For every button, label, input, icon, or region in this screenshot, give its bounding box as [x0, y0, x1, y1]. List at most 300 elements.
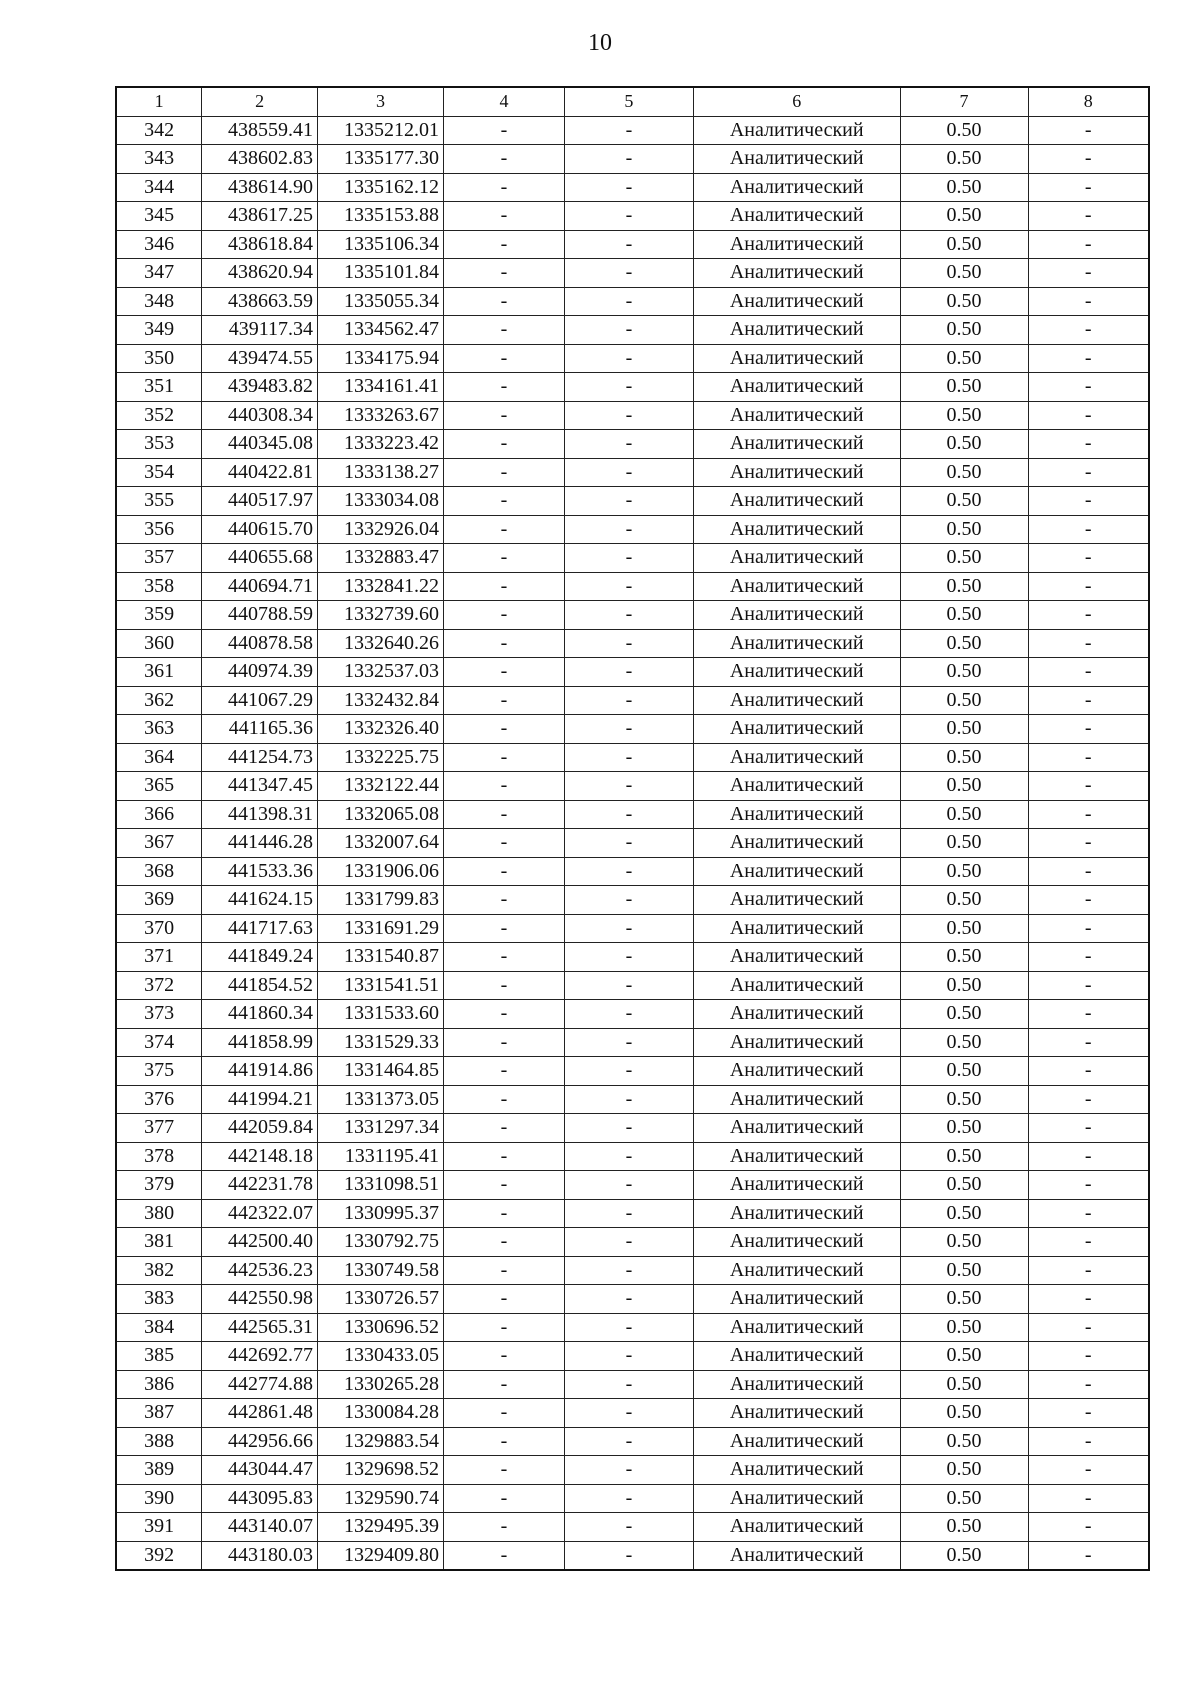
col5-cell: - [564, 173, 693, 202]
table-row [116, 1114, 1149, 1143]
col8-cell: - [1028, 230, 1149, 259]
col8-cell: - [1028, 316, 1149, 345]
x-coordinate-cell: 442565.31 [202, 1313, 318, 1342]
point-number-cell: 346 [116, 230, 202, 259]
method-cell: Аналитический [693, 971, 900, 1000]
point-number-cell: 372 [116, 971, 202, 1000]
col8-cell: - [1028, 1285, 1149, 1314]
point-number-cell: 388 [116, 1427, 202, 1456]
col5-cell: - [564, 1313, 693, 1342]
accuracy-cell: 0.50 [900, 743, 1028, 772]
col4-cell: - [444, 772, 565, 801]
x-coordinate-cell: 440694.71 [202, 572, 318, 601]
col4-cell: - [444, 515, 565, 544]
col4-cell: - [444, 1399, 565, 1428]
x-coordinate-cell: 439117.34 [202, 316, 318, 345]
point-number-cell: 368 [116, 857, 202, 886]
col4-cell: - [444, 1484, 565, 1513]
col8-cell: - [1028, 1342, 1149, 1371]
table-body [116, 116, 1149, 1570]
y-coordinate-cell: 1334562.47 [318, 316, 444, 345]
col4-cell: - [444, 1256, 565, 1285]
method-cell: Аналитический [693, 1342, 900, 1371]
x-coordinate-cell: 439474.55 [202, 344, 318, 373]
col5-cell: - [564, 1285, 693, 1314]
col8-cell: - [1028, 259, 1149, 288]
col8-cell: - [1028, 373, 1149, 402]
table-row [116, 1142, 1149, 1171]
accuracy-cell: 0.50 [900, 401, 1028, 430]
col4-cell: - [444, 1028, 565, 1057]
accuracy-cell: 0.50 [900, 1000, 1028, 1029]
col8-cell: - [1028, 743, 1149, 772]
x-coordinate-cell: 441860.34 [202, 1000, 318, 1029]
col5-cell: - [564, 202, 693, 231]
y-coordinate-cell: 1334161.41 [318, 373, 444, 402]
accuracy-cell: 0.50 [900, 145, 1028, 174]
accuracy-cell: 0.50 [900, 173, 1028, 202]
col8-cell: - [1028, 772, 1149, 801]
col8-cell: - [1028, 1399, 1149, 1428]
col4-cell: - [444, 487, 565, 516]
point-number-cell: 359 [116, 601, 202, 630]
method-cell: Аналитический [693, 1142, 900, 1171]
column-header: 2 [202, 87, 318, 116]
col4-cell: - [444, 1370, 565, 1399]
col4-cell: - [444, 1285, 565, 1314]
col5-cell: - [564, 886, 693, 915]
point-number-cell: 370 [116, 914, 202, 943]
point-number-cell: 351 [116, 373, 202, 402]
table-row [116, 1057, 1149, 1086]
col8-cell: - [1028, 1256, 1149, 1285]
col5-cell: - [564, 1484, 693, 1513]
method-cell: Аналитический [693, 601, 900, 630]
col4-cell: - [444, 401, 565, 430]
col5-cell: - [564, 601, 693, 630]
x-coordinate-cell: 440517.97 [202, 487, 318, 516]
col4-cell: - [444, 1228, 565, 1257]
y-coordinate-cell: 1335153.88 [318, 202, 444, 231]
x-coordinate-cell: 442536.23 [202, 1256, 318, 1285]
col4-cell: - [444, 943, 565, 972]
method-cell: Аналитический [693, 1171, 900, 1200]
y-coordinate-cell: 1332739.60 [318, 601, 444, 630]
y-coordinate-cell: 1332432.84 [318, 686, 444, 715]
table-row [116, 230, 1149, 259]
col4-cell: - [444, 458, 565, 487]
y-coordinate-cell: 1332640.26 [318, 629, 444, 658]
method-cell: Аналитический [693, 344, 900, 373]
y-coordinate-cell: 1331529.33 [318, 1028, 444, 1057]
col5-cell: - [564, 943, 693, 972]
method-cell: Аналитический [693, 544, 900, 573]
col5-cell: - [564, 259, 693, 288]
y-coordinate-cell: 1333223.42 [318, 430, 444, 459]
table-row [116, 715, 1149, 744]
point-number-cell: 377 [116, 1114, 202, 1143]
col4-cell: - [444, 1142, 565, 1171]
accuracy-cell: 0.50 [900, 344, 1028, 373]
col5-cell: - [564, 1171, 693, 1200]
col4-cell: - [444, 857, 565, 886]
col8-cell: - [1028, 629, 1149, 658]
col5-cell: - [564, 1028, 693, 1057]
method-cell: Аналитический [693, 316, 900, 345]
x-coordinate-cell: 441854.52 [202, 971, 318, 1000]
column-header: 6 [693, 87, 900, 116]
accuracy-cell: 0.50 [900, 373, 1028, 402]
point-number-cell: 384 [116, 1313, 202, 1342]
x-coordinate-cell: 441254.73 [202, 743, 318, 772]
x-coordinate-cell: 438618.84 [202, 230, 318, 259]
y-coordinate-cell: 1335212.01 [318, 116, 444, 145]
col5-cell: - [564, 1513, 693, 1542]
col8-cell: - [1028, 914, 1149, 943]
col8-cell: - [1028, 1427, 1149, 1456]
col4-cell: - [444, 1342, 565, 1371]
point-number-cell: 365 [116, 772, 202, 801]
accuracy-cell: 0.50 [900, 800, 1028, 829]
table-row [116, 1456, 1149, 1485]
col5-cell: - [564, 857, 693, 886]
col4-cell: - [444, 800, 565, 829]
x-coordinate-cell: 442774.88 [202, 1370, 318, 1399]
table-row [116, 1000, 1149, 1029]
x-coordinate-cell: 438620.94 [202, 259, 318, 288]
col8-cell: - [1028, 800, 1149, 829]
x-coordinate-cell: 441533.36 [202, 857, 318, 886]
table-row [116, 1370, 1149, 1399]
col4-cell: - [444, 1541, 565, 1570]
col4-cell: - [444, 572, 565, 601]
table-row [116, 173, 1149, 202]
accuracy-cell: 0.50 [900, 259, 1028, 288]
accuracy-cell: 0.50 [900, 971, 1028, 1000]
table-row [116, 601, 1149, 630]
method-cell: Аналитический [693, 1541, 900, 1570]
col5-cell: - [564, 487, 693, 516]
table-row [116, 914, 1149, 943]
col8-cell: - [1028, 857, 1149, 886]
col5-cell: - [564, 1114, 693, 1143]
col8-cell: - [1028, 1114, 1149, 1143]
point-number-cell: 361 [116, 658, 202, 687]
method-cell: Аналитический [693, 1456, 900, 1485]
y-coordinate-cell: 1333034.08 [318, 487, 444, 516]
col5-cell: - [564, 316, 693, 345]
table-row [116, 686, 1149, 715]
method-cell: Аналитический [693, 1114, 900, 1143]
col5-cell: - [564, 971, 693, 1000]
table-row [116, 658, 1149, 687]
accuracy-cell: 0.50 [900, 629, 1028, 658]
col5-cell: - [564, 658, 693, 687]
col8-cell: - [1028, 686, 1149, 715]
accuracy-cell: 0.50 [900, 1456, 1028, 1485]
table-row [116, 458, 1149, 487]
point-number-cell: 391 [116, 1513, 202, 1542]
col5-cell: - [564, 829, 693, 858]
y-coordinate-cell: 1332926.04 [318, 515, 444, 544]
y-coordinate-cell: 1332225.75 [318, 743, 444, 772]
table-row [116, 743, 1149, 772]
x-coordinate-cell: 440788.59 [202, 601, 318, 630]
method-cell: Аналитический [693, 487, 900, 516]
col5-cell: - [564, 458, 693, 487]
y-coordinate-cell: 1331540.87 [318, 943, 444, 972]
col5-cell: - [564, 572, 693, 601]
y-coordinate-cell: 1331195.41 [318, 1142, 444, 1171]
y-coordinate-cell: 1335162.12 [318, 173, 444, 202]
y-coordinate-cell: 1331691.29 [318, 914, 444, 943]
x-coordinate-cell: 438663.59 [202, 287, 318, 316]
col5-cell: - [564, 1541, 693, 1570]
col8-cell: - [1028, 1513, 1149, 1542]
x-coordinate-cell: 438602.83 [202, 145, 318, 174]
y-coordinate-cell: 1331533.60 [318, 1000, 444, 1029]
col4-cell: - [444, 601, 565, 630]
y-coordinate-cell: 1331464.85 [318, 1057, 444, 1086]
column-header: 1 [116, 87, 202, 116]
x-coordinate-cell: 443095.83 [202, 1484, 318, 1513]
table-row [116, 1085, 1149, 1114]
col5-cell: - [564, 1228, 693, 1257]
col8-cell: - [1028, 1085, 1149, 1114]
method-cell: Аналитический [693, 1085, 900, 1114]
method-cell: Аналитический [693, 629, 900, 658]
x-coordinate-cell: 441067.29 [202, 686, 318, 715]
table-row [116, 1028, 1149, 1057]
y-coordinate-cell: 1331541.51 [318, 971, 444, 1000]
col4-cell: - [444, 230, 565, 259]
x-coordinate-cell: 438559.41 [202, 116, 318, 145]
col5-cell: - [564, 515, 693, 544]
col5-cell: - [564, 743, 693, 772]
method-cell: Аналитический [693, 259, 900, 288]
col8-cell: - [1028, 601, 1149, 630]
x-coordinate-cell: 438614.90 [202, 173, 318, 202]
method-cell: Аналитический [693, 373, 900, 402]
y-coordinate-cell: 1335055.34 [318, 287, 444, 316]
accuracy-cell: 0.50 [900, 1114, 1028, 1143]
method-cell: Аналитический [693, 1427, 900, 1456]
point-number-cell: 369 [116, 886, 202, 915]
col8-cell: - [1028, 715, 1149, 744]
col4-cell: - [444, 715, 565, 744]
method-cell: Аналитический [693, 515, 900, 544]
col8-cell: - [1028, 1028, 1149, 1057]
y-coordinate-cell: 1332841.22 [318, 572, 444, 601]
col5-cell: - [564, 1000, 693, 1029]
col8-cell: - [1028, 202, 1149, 231]
method-cell: Аналитический [693, 857, 900, 886]
col4-cell: - [444, 914, 565, 943]
x-coordinate-cell: 440422.81 [202, 458, 318, 487]
y-coordinate-cell: 1333263.67 [318, 401, 444, 430]
col5-cell: - [564, 373, 693, 402]
coordinates-table [115, 86, 1150, 1571]
point-number-cell: 349 [116, 316, 202, 345]
col4-cell: - [444, 430, 565, 459]
col8-cell: - [1028, 1541, 1149, 1570]
col5-cell: - [564, 686, 693, 715]
accuracy-cell: 0.50 [900, 601, 1028, 630]
point-number-cell: 376 [116, 1085, 202, 1114]
y-coordinate-cell: 1330995.37 [318, 1199, 444, 1228]
col8-cell: - [1028, 1171, 1149, 1200]
x-coordinate-cell: 441624.15 [202, 886, 318, 915]
table-row [116, 1313, 1149, 1342]
method-cell: Аналитический [693, 116, 900, 145]
col5-cell: - [564, 914, 693, 943]
table-row [116, 1513, 1149, 1542]
y-coordinate-cell: 1330749.58 [318, 1256, 444, 1285]
col8-cell: - [1028, 401, 1149, 430]
col8-cell: - [1028, 1000, 1149, 1029]
y-coordinate-cell: 1331799.83 [318, 886, 444, 915]
col4-cell: - [444, 287, 565, 316]
table-row [116, 401, 1149, 430]
point-number-cell: 392 [116, 1541, 202, 1570]
y-coordinate-cell: 1335177.30 [318, 145, 444, 174]
point-number-cell: 374 [116, 1028, 202, 1057]
accuracy-cell: 0.50 [900, 772, 1028, 801]
table-row [116, 1228, 1149, 1257]
method-cell: Аналитический [693, 1000, 900, 1029]
col8-cell: - [1028, 1142, 1149, 1171]
col8-cell: - [1028, 1199, 1149, 1228]
point-number-cell: 344 [116, 173, 202, 202]
col5-cell: - [564, 230, 693, 259]
method-cell: Аналитический [693, 800, 900, 829]
accuracy-cell: 0.50 [900, 658, 1028, 687]
point-number-cell: 363 [116, 715, 202, 744]
point-number-cell: 380 [116, 1199, 202, 1228]
point-number-cell: 343 [116, 145, 202, 174]
accuracy-cell: 0.50 [900, 1513, 1028, 1542]
x-coordinate-cell: 440615.70 [202, 515, 318, 544]
x-coordinate-cell: 441165.36 [202, 715, 318, 744]
accuracy-cell: 0.50 [900, 1171, 1028, 1200]
point-number-cell: 342 [116, 116, 202, 145]
point-number-cell: 389 [116, 1456, 202, 1485]
col4-cell: - [444, 544, 565, 573]
table-row [116, 772, 1149, 801]
y-coordinate-cell: 1333138.27 [318, 458, 444, 487]
accuracy-cell: 0.50 [900, 1342, 1028, 1371]
col4-cell: - [444, 971, 565, 1000]
x-coordinate-cell: 442692.77 [202, 1342, 318, 1371]
accuracy-cell: 0.50 [900, 515, 1028, 544]
col4-cell: - [444, 344, 565, 373]
col8-cell: - [1028, 572, 1149, 601]
table-row [116, 572, 1149, 601]
x-coordinate-cell: 442059.84 [202, 1114, 318, 1143]
col4-cell: - [444, 202, 565, 231]
accuracy-cell: 0.50 [900, 943, 1028, 972]
y-coordinate-cell: 1330084.28 [318, 1399, 444, 1428]
col4-cell: - [444, 743, 565, 772]
col8-cell: - [1028, 458, 1149, 487]
y-coordinate-cell: 1332007.64 [318, 829, 444, 858]
table-row [116, 287, 1149, 316]
method-cell: Аналитический [693, 1513, 900, 1542]
y-coordinate-cell: 1330792.75 [318, 1228, 444, 1257]
method-cell: Аналитический [693, 173, 900, 202]
method-cell: Аналитический [693, 658, 900, 687]
col8-cell: - [1028, 287, 1149, 316]
method-cell: Аналитический [693, 743, 900, 772]
y-coordinate-cell: 1331098.51 [318, 1171, 444, 1200]
accuracy-cell: 0.50 [900, 686, 1028, 715]
point-number-cell: 373 [116, 1000, 202, 1029]
method-cell: Аналитический [693, 572, 900, 601]
col4-cell: - [444, 145, 565, 174]
column-header: 3 [318, 87, 444, 116]
table-row [116, 1171, 1149, 1200]
column-header: 7 [900, 87, 1028, 116]
table-row [116, 886, 1149, 915]
point-number-cell: 356 [116, 515, 202, 544]
col4-cell: - [444, 1171, 565, 1200]
col5-cell: - [564, 1256, 693, 1285]
x-coordinate-cell: 442861.48 [202, 1399, 318, 1428]
method-cell: Аналитический [693, 1370, 900, 1399]
x-coordinate-cell: 442231.78 [202, 1171, 318, 1200]
table-row [116, 1399, 1149, 1428]
table-row [116, 515, 1149, 544]
col5-cell: - [564, 1370, 693, 1399]
method-cell: Аналитический [693, 430, 900, 459]
point-number-cell: 345 [116, 202, 202, 231]
col8-cell: - [1028, 544, 1149, 573]
accuracy-cell: 0.50 [900, 430, 1028, 459]
method-cell: Аналитический [693, 1399, 900, 1428]
col8-cell: - [1028, 430, 1149, 459]
col5-cell: - [564, 344, 693, 373]
col5-cell: - [564, 116, 693, 145]
col4-cell: - [444, 1456, 565, 1485]
table-row [116, 1484, 1149, 1513]
x-coordinate-cell: 443044.47 [202, 1456, 318, 1485]
x-coordinate-cell: 438617.25 [202, 202, 318, 231]
table-row [116, 800, 1149, 829]
col8-cell: - [1028, 658, 1149, 687]
point-number-cell: 348 [116, 287, 202, 316]
col5-cell: - [564, 1399, 693, 1428]
accuracy-cell: 0.50 [900, 1541, 1028, 1570]
col5-cell: - [564, 1342, 693, 1371]
y-coordinate-cell: 1330696.52 [318, 1313, 444, 1342]
column-header: 8 [1028, 87, 1149, 116]
x-coordinate-cell: 441446.28 [202, 829, 318, 858]
point-number-cell: 366 [116, 800, 202, 829]
method-cell: Аналитический [693, 1484, 900, 1513]
col4-cell: - [444, 829, 565, 858]
y-coordinate-cell: 1332326.40 [318, 715, 444, 744]
table-row [116, 116, 1149, 145]
method-cell: Аналитический [693, 829, 900, 858]
x-coordinate-cell: 443180.03 [202, 1541, 318, 1570]
col8-cell: - [1028, 1484, 1149, 1513]
accuracy-cell: 0.50 [900, 1057, 1028, 1086]
col8-cell: - [1028, 1313, 1149, 1342]
col5-cell: - [564, 287, 693, 316]
col4-cell: - [444, 259, 565, 288]
x-coordinate-cell: 443140.07 [202, 1513, 318, 1542]
table-row [116, 145, 1149, 174]
